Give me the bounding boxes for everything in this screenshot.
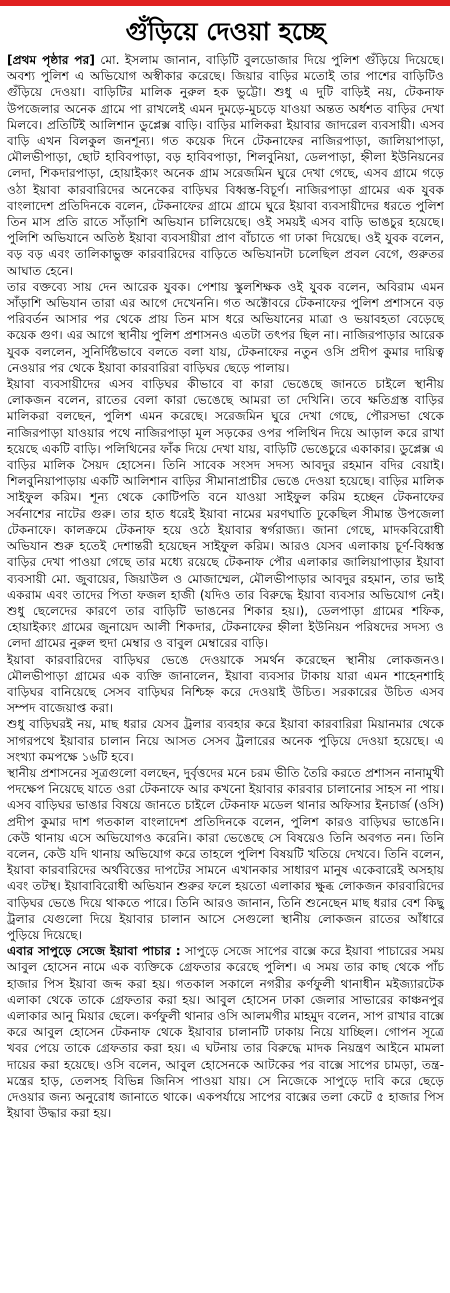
article-paragraph [7, 716, 444, 765]
article-headline: গুঁড়িয়ে দেওয়া হচ্ছে [125, 17, 326, 46]
paragraph-text: সাপুড়ে সেজে সাপের বাক্সে করে ইয়াবা পাচারের সময় আবুল হোসেন নামে এক ব্যক্তিকে গ্রেফতার করেছে পুলিশ। এ সময় তার কাছ থেকে পাঁচ হাজার পিস ইয়াবা জব্দ করা হয়। গতকাল সকালে নগরীর কর্ণফুলী থানাধীন মইজ্যারটেক এলাকা থেকে তাকে গ্রেফতার করা হয়। আবুল হোসেন ঢাকা জেলার সাভারের কাঞ্চনপুর এলাকার আনু মিয়ার ছেলে। কর্ণফুলী থানার ওসি আলমগীর মাহমুদ বলেন, সাপ রাখার বাক্সে করে আবুল হোসেন টেকনাফ থেকে ইয়াবার চালানটি ঢাকায় নিয়ে যাচ্ছিল। গোপন সূত্রে খবর পেয়ে তাকে গ্রেফতার করা হয়। এ ঘটনায় তার বিরুদ্ধে মাদক নিয়ন্ত্রণ আইনে মামলা দায়ের করা হয়েছে। ওসি বলেন, আবুল হোসেনকে আটকের পর বাক্সে সাপের চামড়া, তন্ত্র-মন্ত্রের হাড়, তেলসহ বিভিন্ন জিনিস পাওয়া যায়। সে নিজেকে সাপুড়ে দাবি করে ছেড়ে দেওয়ার জন্য অনুরোধ জানাতে থাকে। একপর্যায়ে সাপের বাক্সের তলা কেটে ৫ হাজার পিস ইয়াবা উদ্ধার করা হয়। [7, 944, 444, 1121]
news-article [0, 6, 450, 1293]
article-paragraph [7, 52, 444, 279]
section-subhead: এবার সাপুড়ে সেজে ইয়াবা পাচার : [7, 944, 181, 959]
article-paragraph [7, 376, 444, 651]
article-paragraph [7, 765, 444, 943]
paragraph-text: ইয়াবা ব্যবসায়ীদের এসব বাড়িঘর কীভাবে বা কারা ভেঙেছে জানতে চাইলে স্থানীয় লোকজন বলেন, রাতের বেলা কারা ভেঙেছে আমরা তা দেখিনি। তবে ক্ষতিগ্রস্ত বাড়ির মালিকরা বলছেন, পুলিশ এমন করেছে। সরেজমিন ঘুরে দেখা গেছে, পৌরসভা থেকে নাজিরপাড়া যাওয়ার পথে নাজিরপাড়া মূল সড়কের ওপর পলিথিন দিয়ে আড়াল করে রাখা হয়েছে একটি বাড়ি। পলিথিনের ফাঁক দিয়ে দেখা যায়, বাড়িটি ভেঙেচুরে একাকার। ডুপ্লেক্স এ বাড়ির মালিক সৈয়দ হোসেন। তিনি সাবেক সংসদ সদস্য আবদুর রহমান বদির বেয়াই। শিলবুনিয়াপাড়ায় একটি আলিশান বাড়ির সীমানাপ্রাচীর ভেঙে দেওয়া হয়েছে। বাড়ির মালিক সাইফুল করিম। শূন্য থেকে কোটিপতি বনে যাওয়া সাইফুল করিম হচ্ছেন টেকনাফের সর্বনাশের নাটের গুরু। তার হাত ধরেই ইয়াবা নামের মরণঘাতি ঢুকেছিল সীমান্ত উপজেলা টেকনাফে। কালক্রমে টেকনাফ হয়ে ওঠে ইয়াবার স্বর্গরাজ্য। জানা গেছে, মাদকবিরোধী অভিযান শুরু হতেই দেশান্তরী হয়েছেন সাইফুল করিম। আর‌ও যেসব এলাকায় চূর্ণ-বিধ্বস্ত বাড়ির দেখা পাওয়া গেছে তার মধ্যে রয়েছে টেকনাফ পৌর এলাকার জালিয়াপাড়ার ইয়াবা ব্যবসায়ী মো. জুবায়ের, জিয়াউল ও মোজাম্মেল, মৌলভীপাড়ার আবদুর রহমান, তার ভাই একরাম এবং তাদের পিতা ফজল হাজী (যদিও তার বিরুদ্ধে ইয়াবা ব্যবসার অভিযোগ নেই। শুধু ছেলেদের কারণে তার বাড়িটি ভাঙনের শিকার হয়।), ডেলপাড়া গ্রামের শফিক, হোয়াইক্যং গ্রামের জুনায়েদ আলী শিকদার, টেকনাফের হ্নীলা ইউনিয়ন পরিষদের সদস্য ও লেদা গ্রামের নুরুল হুদা মেম্বার ও বাবুল মেম্বারের বাড়ি। [7, 377, 444, 651]
paragraph-text: মো. ইসলাম জানান, বাড়িটি বুলডোজার দিয়ে পুলিশ গুঁড়িয়ে দিয়েছে। অবশ্য পুলিশ এ অভিযোগ অস্বীকার করেছে। জিয়ার বাড়ির মতোই তার পাশের বাড়িটিও গুঁড়িয়ে দেওয়া। বাড়িটির মালিক নুরুল হক ভুট্টো। শুধু এ দুটি বাড়িই নয়, টেকনাফ উপজেলার অনেক গ্রামে পা রাখলেই এমন দুমড়ে-মুচড়ে যাওয়া অন্তত অর্ধশত বাড়ির দেখা মিলবে। প্রতিটিই আলিশান ডুপ্লেক্স বাড়ি। বাড়ির মালিকরা ইয়াবার জাদরেল ব্যবসায়ী। এসব বাড়ি এখন বিলকুল জনশূন্য। গত কয়েক দিনে টেকনাফের নাজিরপাড়া, জালিয়াপাড়া, মৌলভীপাড়া, ছোট হাবিবপাড়া, বড় হাবিবপাড়া, শিলবুনিয়া, ডেলপাড়া, হ্নীলা ইউনিয়নের লেদা, শিকদারপাড়া, হোয়াইক্যং অনেক গ্রাম সরেজমিন ঘুরে দেখা গেছে, এসব গ্রামে গড়ে ওঠা ইয়াবা কারবারিদের অনেকের বাড়িঘর বিধ্বস্ত-বিচূর্ণ। নাজিরপাড়া গ্রামের এক যুবক বাংলাদেশ প্রতিদিনকে বলেন, টেকনাফের গ্রামে গ্রামে ঘুরে ইয়াবা ব্যবসায়ীদের ধরতে পুলিশ তিন মাস প্রতি রাতে সাঁড়াশি অভিযান চালিয়েছে। ওই সময়ই এসব বাড়ি ভাঙচুর হয়েছে। পুলিশি অভিযানে অতিষ্ঠ ইয়াবা ব্যবসায়ীরা প্রাণ বাঁচাতে গা ঢাকা দিয়েছে। ওই যুবক বলেন, বড় বড় এবং তালিকাভুক্ত কারবারিদের বাড়িতে অভিযানটা চলেছিল প্রবল বেগে, গুরুতর আঘাত হেনে। [7, 53, 444, 278]
article-paragraph [7, 279, 444, 376]
continued-from-ref: [প্রথম পৃষ্ঠার পর] [7, 53, 95, 67]
paragraph-text: স্থানীয় প্রশাসনের সূত্রগুলো বলছেন, দুর্বৃত্তদের মনে চরম ভীতি তৈরি করতে প্রশাসন নানামুখী পদক্ষেপ নিয়েছে যাতে ওরা টেকনাফে আর কখনো ইয়াবার কারবার চালানোর সাহস না পায়। এসব বাড়িঘর ভাঙার বিষয়ে জানতে চাইলে টেকনাফ মডেল থানার অফিসার ইনচার্জ (ওসি) প্রদীপ কুমার দাশ গতকাল বাংলাদেশ প্রতিদিনকে বলেন, পুলিশ কারও বাড়িঘর ভাঙেনি। কেউ থানায় এসে অভিযোগও করেনি। কারা ভেঙেছে সে বিষয়েও তিনি অবগত নন। তিনি বলেন, কেউ যদি থানায় অভিযোগ করে তাহলে পুলিশ বিষয়টি খতিয়ে দেখবে। তিনি বলেন, ইয়াবা কারবারিদের অর্থবিত্তের দাপটের সামনে এখানকার সাধারণ মানুষ একেবারেই অসহায় এবং তটস্থ। ইয়াবাবিরোধী অভিযান শুরুর ফলে হয়তো এলাকার ক্ষুব্ধ লোকজন কারবারিদের বাড়িঘর ভেঙে দিয়ে থাকতে পারে। তিনি আরও জানান, তিনি শুনেছেন মাছ ধরার বেশ কিছু ট্রলার যেগুলো দিয়ে ইয়াবার চালান আসে সেগুলো স্থানীয় লোকজন রাতের আঁধারে পুড়িয়ে দিয়েছে। [7, 765, 444, 942]
paragraph-text: তার বক্তব্যে সায় দেন আরেক যুবক। পেশায় স্কুলশিক্ষক ওই যুবক বলেন, অবিরাম এমন সাঁড়াশি অভিযান তারা এর আগে দেখেননি। গত অক্টোবরে টেকনাফের পুলিশ প্রশাসনে বড় পরিবর্তন আসার পর থেকে প্রায় তিন মাস ধরে অভিযানের মাত্রা ও ভয়াবহতা বেড়েছে কয়েক গুণ। এর আগে স্থানীয় পুলিশ প্রশাসনও এতটা তৎপর ছিল না। নাজিরপাড়ার আরেক যুবক বললেন, সুনির্দিষ্টভাবে বলতে বলা যায়, টেকনাফের নতুন ওসি প্রদীপ কুমার দায়িত্ব নেওয়ার পর থেকে ইয়াবা কারবারিরা বাড়িঘর ছেড়ে পালায়। [7, 279, 444, 375]
paragraph-text: শুধু বাড়িঘরই নয়, মাছ ধরার যেসব ট্রলার ব্যবহার করে ইয়াবা কারবারিরা মিয়ানমার থেকে সাগরপথে ইয়াবার চালান নিয়ে আসত সেসব ট্রলারের অনেক পুড়িয়ে দেওয়া হয়েছে। এ সংখ্যা কমপক্ষে ১৬টি হবে। [7, 717, 444, 764]
paragraph-text: ইয়াবা কারবারিদের বাড়িঘর ভেঙে দেওয়াকে সমর্থন করেছেন স্থানীয় লোকজনও। মৌলভীপাড়া গ্রামের এক ব্যক্তি জানালেন, ইয়াবা ব্যবসার টাকায় যারা এমন শাহেনশাহি বাড়িঘর বানিয়েছে সেসব বাড়িঘর নিশ্চিহ্ন করে দেওয়াই উচিত। সরকারের উচিত এসব সম্পদ বাজেয়াপ্ত করা। [7, 652, 444, 716]
article-paragraph [7, 652, 444, 717]
article-paragraph [7, 943, 444, 1121]
